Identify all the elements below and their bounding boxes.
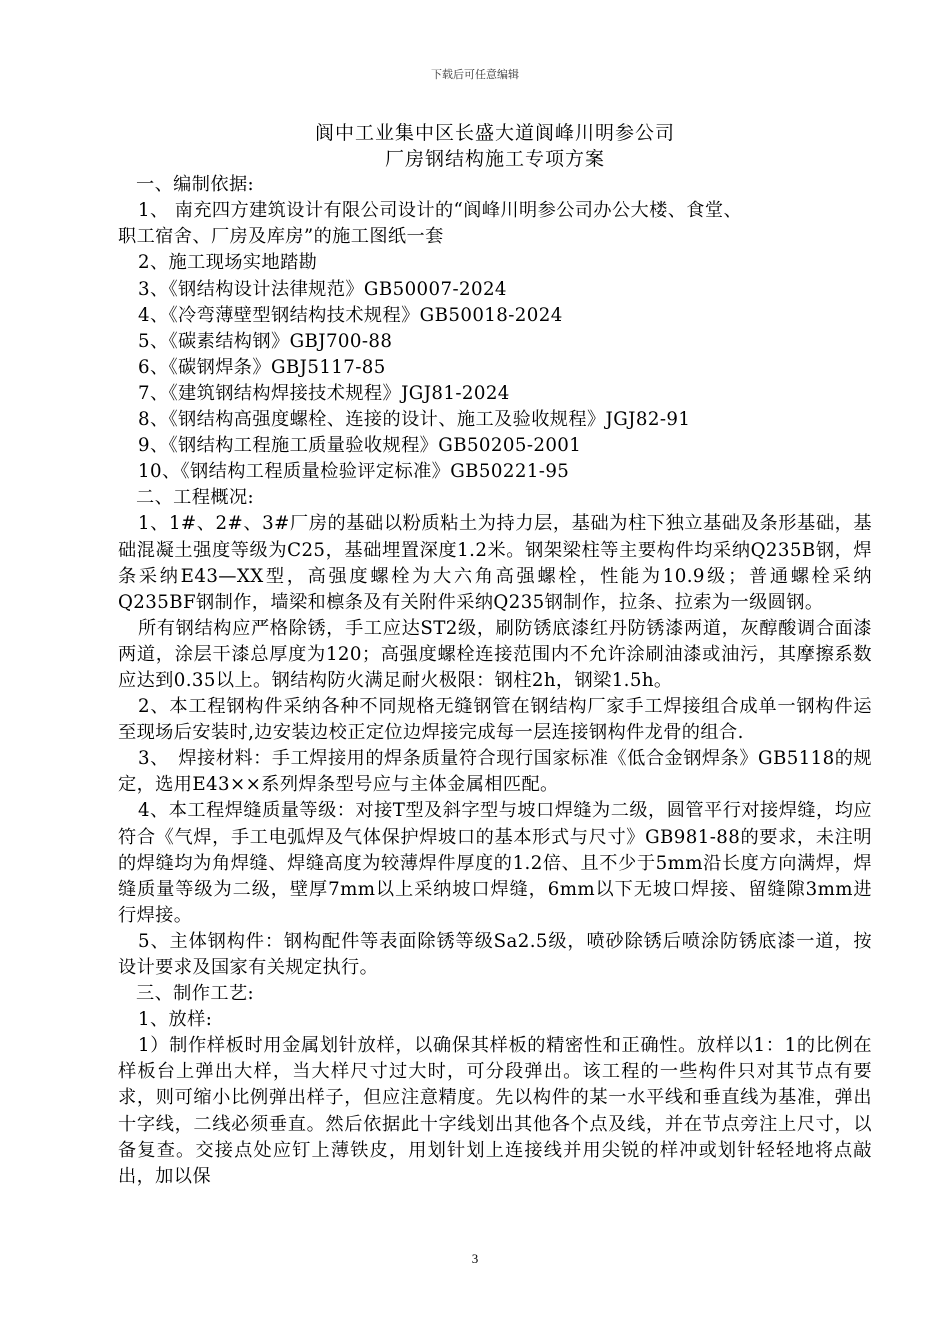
basis-item: 1、 南充四方建筑设计有限公司设计的“阆峰川明参公司办公大楼、食堂、	[138, 200, 743, 222]
header-note: 下载后可任意编辑	[431, 68, 519, 81]
basis-item: 职工宿舍、厂房及库房”的施工图纸一套	[118, 226, 444, 248]
overview-paragraph: 2、本工程钢构件采纳各种不同规格无缝钢管在钢结构厂家手工焊接组合成单一钢构件运至现场后安装时,边安装边校正定位边焊接完成每一层连接钢构件龙骨的组合.	[118, 696, 872, 744]
basis-item: 2、施工现场实地踏勘	[138, 252, 318, 274]
section-heading-process: 三、制作工艺:	[136, 983, 255, 1005]
overview-paragraph: 4、本工程焊缝质量等级：对接T型及斜字型与坡口焊缝为二级，圆管平行对接焊缝，均应符合《气焊，手工电弧焊及气体保护焊坡口的基本形式与尺寸》GB981-88的要求，未注明的焊缝均为角焊缝、焊缝高度为较薄焊件厚度的1.2倍、且不少于5mm沿长度方向满焊，焊缝质量等级为二级，壁厚7mm以上采纳坡口焊缝，6mm以下无坡口焊接、留缝隙3mm进行焊接。	[118, 800, 872, 926]
overview-paragraph: 5、主体钢构件：钢构配件等表面除锈等级Sa2.5级，喷砂除锈后喷涂防锈底漆一道，按设计要求及国家有关规定执行。	[118, 930, 872, 978]
overview-paragraph: 所有钢结构应严格除锈，手工应达ST2级，刷防锈底漆红丹防锈漆两道，灰醇酸调合面漆两道，涂层干漆总厚度为120；高强度螺栓连接范围内不允许涂刷油漆或油污，其摩擦系数应达到0.35以上。钢结构防火满足耐火极限：钢柱2h，钢梁1.5h。	[118, 617, 872, 691]
basis-item: 3、《钢结构设计法律规范》GB50007-2024	[138, 278, 507, 300]
basis-item: 8、《钢结构高强度螺栓、连接的设计、施工及验收规程》JGJ82-91	[138, 409, 691, 431]
document-title-line-2: 厂房钢结构施工专项方案	[384, 148, 605, 171]
basis-item: 5、《碳素结构钢》GBJ700-88	[138, 330, 393, 352]
process-paragraph: 1）制作样板时用金属划针放样，以确保其样板的精密性和正确性。放样以1：1的比例在样板台上弹出大样，当大样尺寸过大时，可分段弹出。该工程的一些构件只对其节点有要求，则可缩小比例弹出样子，但应注意精度。先以构件的某一水平线和垂直线为基准，弹出十字线，二线必须垂直。然后依据此十字线划出其他各个点及线，并在节点旁注上尺寸，以备复查。交接点处应钉上薄铁皮，用划针划上连接线并用尖锐的样冲或划针轻轻地将点敲出，加以保	[118, 1035, 872, 1187]
section-heading-overview: 二、工程概况:	[136, 487, 255, 509]
basis-item: 7、《建筑钢结构焊接技术规程》JGJ81-2024	[138, 382, 510, 404]
document-body	[118, 120, 872, 1190]
document-title-line-1: 阆中工业集中区长盛大道阆峰川明参公司	[314, 122, 675, 144]
basis-item: 9、《钢结构工程施工质量验收规程》GB50205-2001	[138, 435, 582, 457]
overview-paragraph: 3、 焊接材料：手工焊接用的焊条质量符合现行国家标准《低合金钢焊条》GB5118的规定，选用E43××系列焊条型号应与主体金属相匹配。	[118, 748, 872, 796]
basis-item: 6、《碳钢焊条》GBJ5117-85	[138, 356, 386, 378]
page-number: 3	[471, 1251, 479, 1266]
basis-item: 4、《冷弯薄壁型钢结构技术规程》GB50018-2024	[138, 304, 563, 326]
basis-item: 10、《钢结构工程质量检验评定标准》GB50221-95	[138, 461, 570, 483]
overview-paragraph: 1、1#、2#、3#厂房的基础以粉质粘土为持力层，基础为柱下独立基础及条形基础，基础混凝土强度等级为C25，基础埋置深度1.2米。钢架梁柱等主要构件均采纳Q235B钢，焊条采纳E43—XX型，高强度螺栓为大六角高强螺栓，性能为10.9级；普通螺栓采纳Q235BF钢制作，墙梁和檩条及有关附件采纳Q235钢制作，拉条、拉索为一级圆钢。	[118, 513, 872, 613]
subsection-heading-layout: 1、放样:	[138, 1009, 213, 1031]
section-heading-basis: 一、编制依据:	[136, 174, 255, 196]
